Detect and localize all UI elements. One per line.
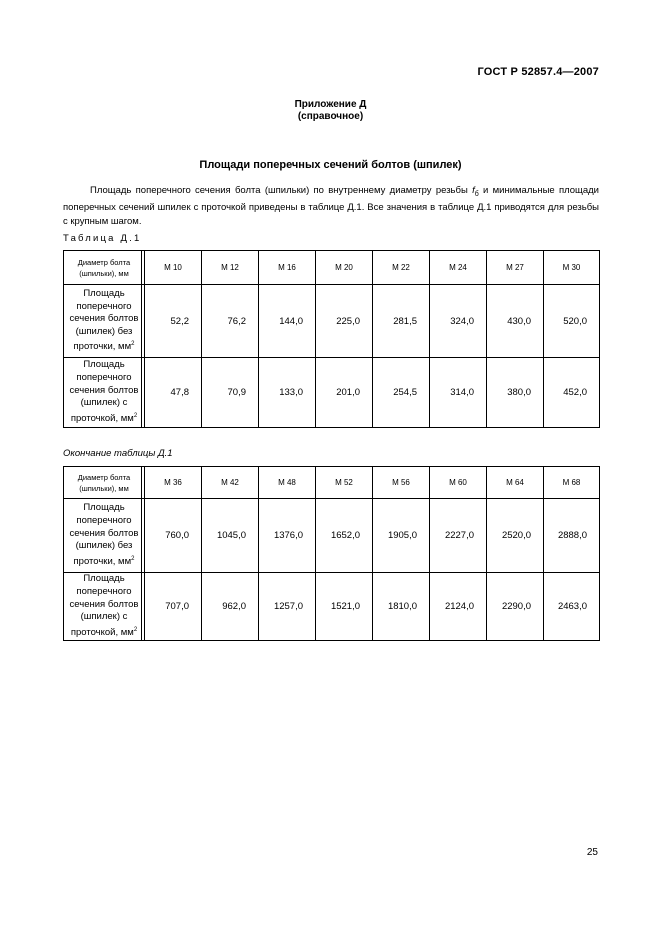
table2-value-cell: 2888,0	[544, 499, 600, 573]
table1-value-cell: 201,0	[316, 358, 373, 428]
table2-header-label: Диаметр болта (шпильки), мм	[64, 467, 145, 499]
table1-value-cell: 281,5	[373, 285, 430, 358]
table2-size-cell: М 42	[202, 467, 259, 499]
thread-symbol: f	[472, 185, 475, 196]
table2-value-cell: 2520,0	[487, 499, 544, 573]
table1-value-cell: 76,2	[202, 285, 259, 358]
table1-row2-unit-exponent: 2	[133, 412, 138, 419]
table2-caption: Окончание таблицы Д.1	[63, 448, 173, 459]
table2-size-cell: М 36	[145, 467, 202, 499]
table1-value-cell: 144,0	[259, 285, 316, 358]
table1-size-cell: М 16	[259, 251, 316, 285]
table2-row-without-groove	[64, 499, 600, 573]
table2-value-cell: 962,0	[202, 573, 259, 641]
table2-header-row	[64, 467, 600, 499]
table2-row2-unit-exponent: 2	[133, 626, 138, 633]
table1-value-cell: 254,5	[373, 358, 430, 428]
table2-value-cell: 2290,0	[487, 573, 544, 641]
table1-value-cell: 380,0	[487, 358, 544, 428]
table1-value-cell: 133,0	[259, 358, 316, 428]
table2-row2-label	[64, 573, 145, 641]
table1-value-cell: 314,0	[430, 358, 487, 428]
table1-value-cell: 52,2	[145, 285, 202, 358]
table2-size-cell: М 60	[430, 467, 487, 499]
paragraph-part1: Площадь поперечного сечения болта (шпильки) по внутреннему диаметру резьбы	[90, 185, 473, 196]
table1	[63, 250, 600, 428]
table1-row1-label	[64, 285, 145, 358]
table2-value-cell: 1905,0	[373, 499, 430, 573]
table1-row1-label-text: Площадь поперечного сечения болтов (шпилек) без проточки, мм	[69, 287, 139, 353]
section-title: Площади поперечных сечений болтов (шпилек)	[199, 159, 462, 171]
table2-size-cell: М 48	[259, 467, 316, 499]
paragraph-part2: и минимальные площади поперечных сечений шпилек с проточкой приведены в таблице Д.1. Все значения в таблице Д.1 приводятся для резьбы с крупным шагом.	[63, 185, 599, 227]
table2-row-with-groove	[64, 573, 600, 641]
table2-value-cell: 760,0	[145, 499, 202, 573]
thread-symbol-subscript: б	[474, 190, 479, 198]
table2-value-cell: 2227,0	[430, 499, 487, 573]
table2-size-cell: М 52	[316, 467, 373, 499]
table1-header-label: Диаметр болта (шпильки), мм	[64, 251, 145, 285]
table2-value-cell: 1045,0	[202, 499, 259, 573]
table2	[63, 466, 600, 641]
table2-value-cell: 707,0	[145, 573, 202, 641]
table1-size-cell: М 24	[430, 251, 487, 285]
table2-size-cell: М 64	[487, 467, 544, 499]
appendix-title: Приложение Д	[294, 99, 367, 110]
table1-value-cell: 430,0	[487, 285, 544, 358]
table1-size-cell: М 27	[487, 251, 544, 285]
document-code: ГОСТ Р 52857.4—2007	[477, 66, 599, 78]
table1-value-cell: 225,0	[316, 285, 373, 358]
table1-row1-unit-exponent: 2	[131, 341, 135, 348]
intro-paragraph	[63, 184, 599, 228]
table1-value-cell: 452,0	[544, 358, 600, 428]
table2-value-cell: 1376,0	[259, 499, 316, 573]
table1-size-cell: М 30	[544, 251, 600, 285]
page-number: 25	[586, 847, 598, 858]
table1-row-without-groove	[64, 285, 600, 358]
table2-value-cell: 2463,0	[544, 573, 600, 641]
table1-row-with-groove	[64, 358, 600, 428]
table2-row2-label-text: Площадь поперечного сечения болтов (шпилек) с проточкой, мм	[69, 573, 139, 638]
table1-size-cell: М 10	[145, 251, 202, 285]
table2-row1-label	[64, 499, 145, 573]
table2-value-cell: 1810,0	[373, 573, 430, 641]
table1-caption: Таблица Д.1	[63, 233, 142, 244]
appendix-subtitle: (справочное)	[297, 111, 364, 122]
table2-size-cell: М 68	[544, 467, 600, 499]
table1-value-cell: 47,8	[145, 358, 202, 428]
table2-row1-label-text: Площадь поперечного сечения болтов (шпилек) без проточки, мм	[69, 502, 139, 567]
table2-size-cell: М 56	[373, 467, 430, 499]
table2-value-cell: 1652,0	[316, 499, 373, 573]
table1-size-cell: М 22	[373, 251, 430, 285]
table1-row2-label	[64, 358, 145, 428]
table1-value-cell: 520,0	[544, 285, 600, 358]
table2-row1-unit-exponent: 2	[131, 555, 135, 562]
table2-value-cell: 1521,0	[316, 573, 373, 641]
table1-size-cell: М 12	[202, 251, 259, 285]
table1-size-cell: М 20	[316, 251, 373, 285]
table1-row2-label-text: Площадь поперечного сечения болтов (шпилек) с проточкой, мм	[69, 359, 139, 424]
table1-value-cell: 70,9	[202, 358, 259, 428]
table2-value-cell: 1257,0	[259, 573, 316, 641]
table1-header-row	[64, 251, 600, 285]
table1-value-cell: 324,0	[430, 285, 487, 358]
table2-value-cell: 2124,0	[430, 573, 487, 641]
